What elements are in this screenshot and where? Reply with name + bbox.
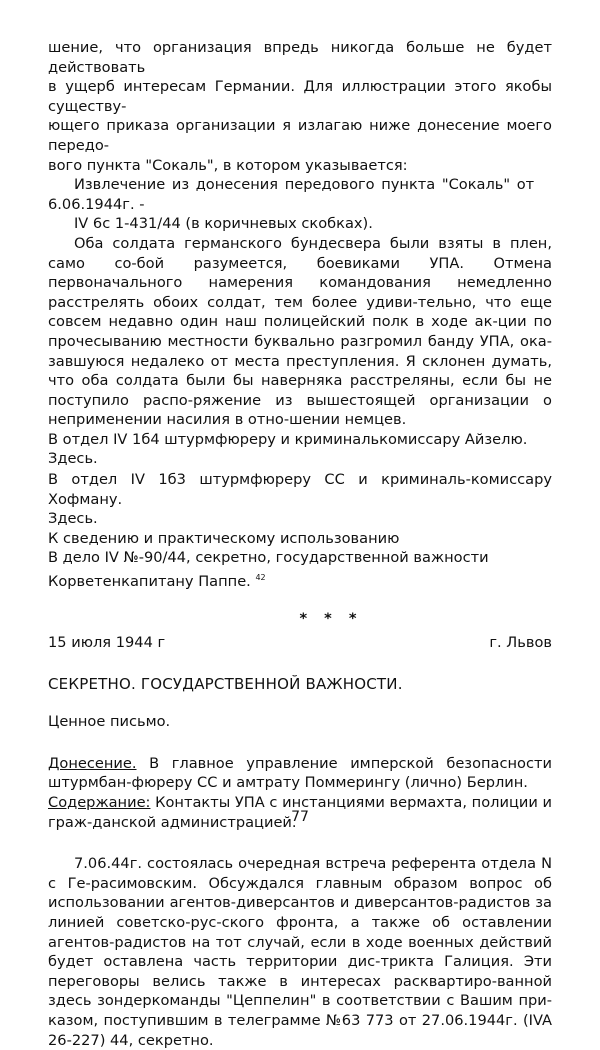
content-text: Контакты УПА с инстанциями вермахта, полиции и граж-данской администрацией. xyxy=(48,794,552,831)
letter-place: г. Львов xyxy=(489,634,552,652)
extract-date: 6.06.1944г. - xyxy=(48,195,145,213)
extract-line: Извлечение из донесения передового пункта "Сокаль" от xyxy=(74,176,535,194)
text-line: шение, что организация впредь никогда больше не будет действовать xyxy=(48,39,552,76)
recipient-line-cont: Здесь. xyxy=(48,510,98,528)
captain-line xyxy=(48,568,552,591)
content-label: Содержание: xyxy=(48,794,151,812)
recipient-line: В отдел IV 1б4 штурмфюреру и криминалькомиссару Айзелю. Здесь. xyxy=(48,430,528,468)
reference-line: IV 6с 1-431/44 (в коричневых скобках). xyxy=(74,215,373,233)
document-page xyxy=(48,38,552,1050)
body-paragraph: 7.06.44г. состоялась очередная встреча референта отдела N с Ге-расимовским. Обсуждался главным образом вопрос об использовании агентов-диверсантов и диверсантов-радистов за линией советско-рус-ского фронта, а также об оставлении агентов-радистов на тот случай, если в ходе военных действий будет оставлена часть территории дис-трикта Галиция. Эти переговоры велись также в интересах расквартиро-ванной здесь зондеркоманды "Цеппелин" в соответствии с Вашим при-казом, поступившим в телеграмме №63 773 от 27.06.1944г. (IVA 26-227) 44, секретно. xyxy=(48,855,552,1049)
report-paragraph: Оба солдата германского бундесвера были взяты в плен, само со-бой разумеется, боевиками УПА. Отмена первоначального намерения командования немедленно расстрелять обоих солдат, тем более удиви-тельно, что еще совсем недавно один наш полицейский полк в ходе ак-ции по прочесыванию местности буквально разгромил банду УПА, ока-завшуюся недалеко от места преступления. Я склонен думать, что оба солдата были бы наверняка расстреляны, если бы не поступило распо-ряжение из вышестоящей организации о неприменении насилия в отно-шении немцев. xyxy=(48,234,552,429)
dateline xyxy=(48,633,552,653)
captain-text: Корветенкапитану Паппе. xyxy=(48,572,251,590)
page-number: 77 xyxy=(291,809,309,825)
text-line: ющего приказа организации я излагаю ниже донесение моего передо- xyxy=(48,117,552,154)
secret-heading: СЕКРЕТНО. ГОСУДАРСТВЕННОЙ ВАЖНОСТИ. xyxy=(48,674,403,693)
footnote-mark: 42 xyxy=(255,573,266,583)
text-line: вого пункта "Сокаль", в котором указывается: xyxy=(48,156,408,174)
info-line: К сведению и практическому использованию xyxy=(48,529,400,547)
report-label: Донесение. xyxy=(48,754,137,772)
report-line xyxy=(48,754,552,793)
text-line: в ущерб интересам Германии. Для иллюстрации этого якобы существу- xyxy=(48,78,552,115)
file-line: В дело IV №-90/44, секретно, государственной важности xyxy=(48,549,489,567)
recipient-line: В отдел IV 1б3 штурмфюреру СС и криминаль-комиссару Хофману. xyxy=(48,471,552,508)
letter-date: 15 июля 1944 г xyxy=(48,634,166,652)
valuable-letter: Ценное письмо. xyxy=(48,713,171,731)
report-text: В главное управление имперской безопасности штурмбан-фюреру СС и амтрату Поммерингу (лично) Берлин. xyxy=(48,754,552,792)
section-separator: * * * xyxy=(299,610,363,628)
